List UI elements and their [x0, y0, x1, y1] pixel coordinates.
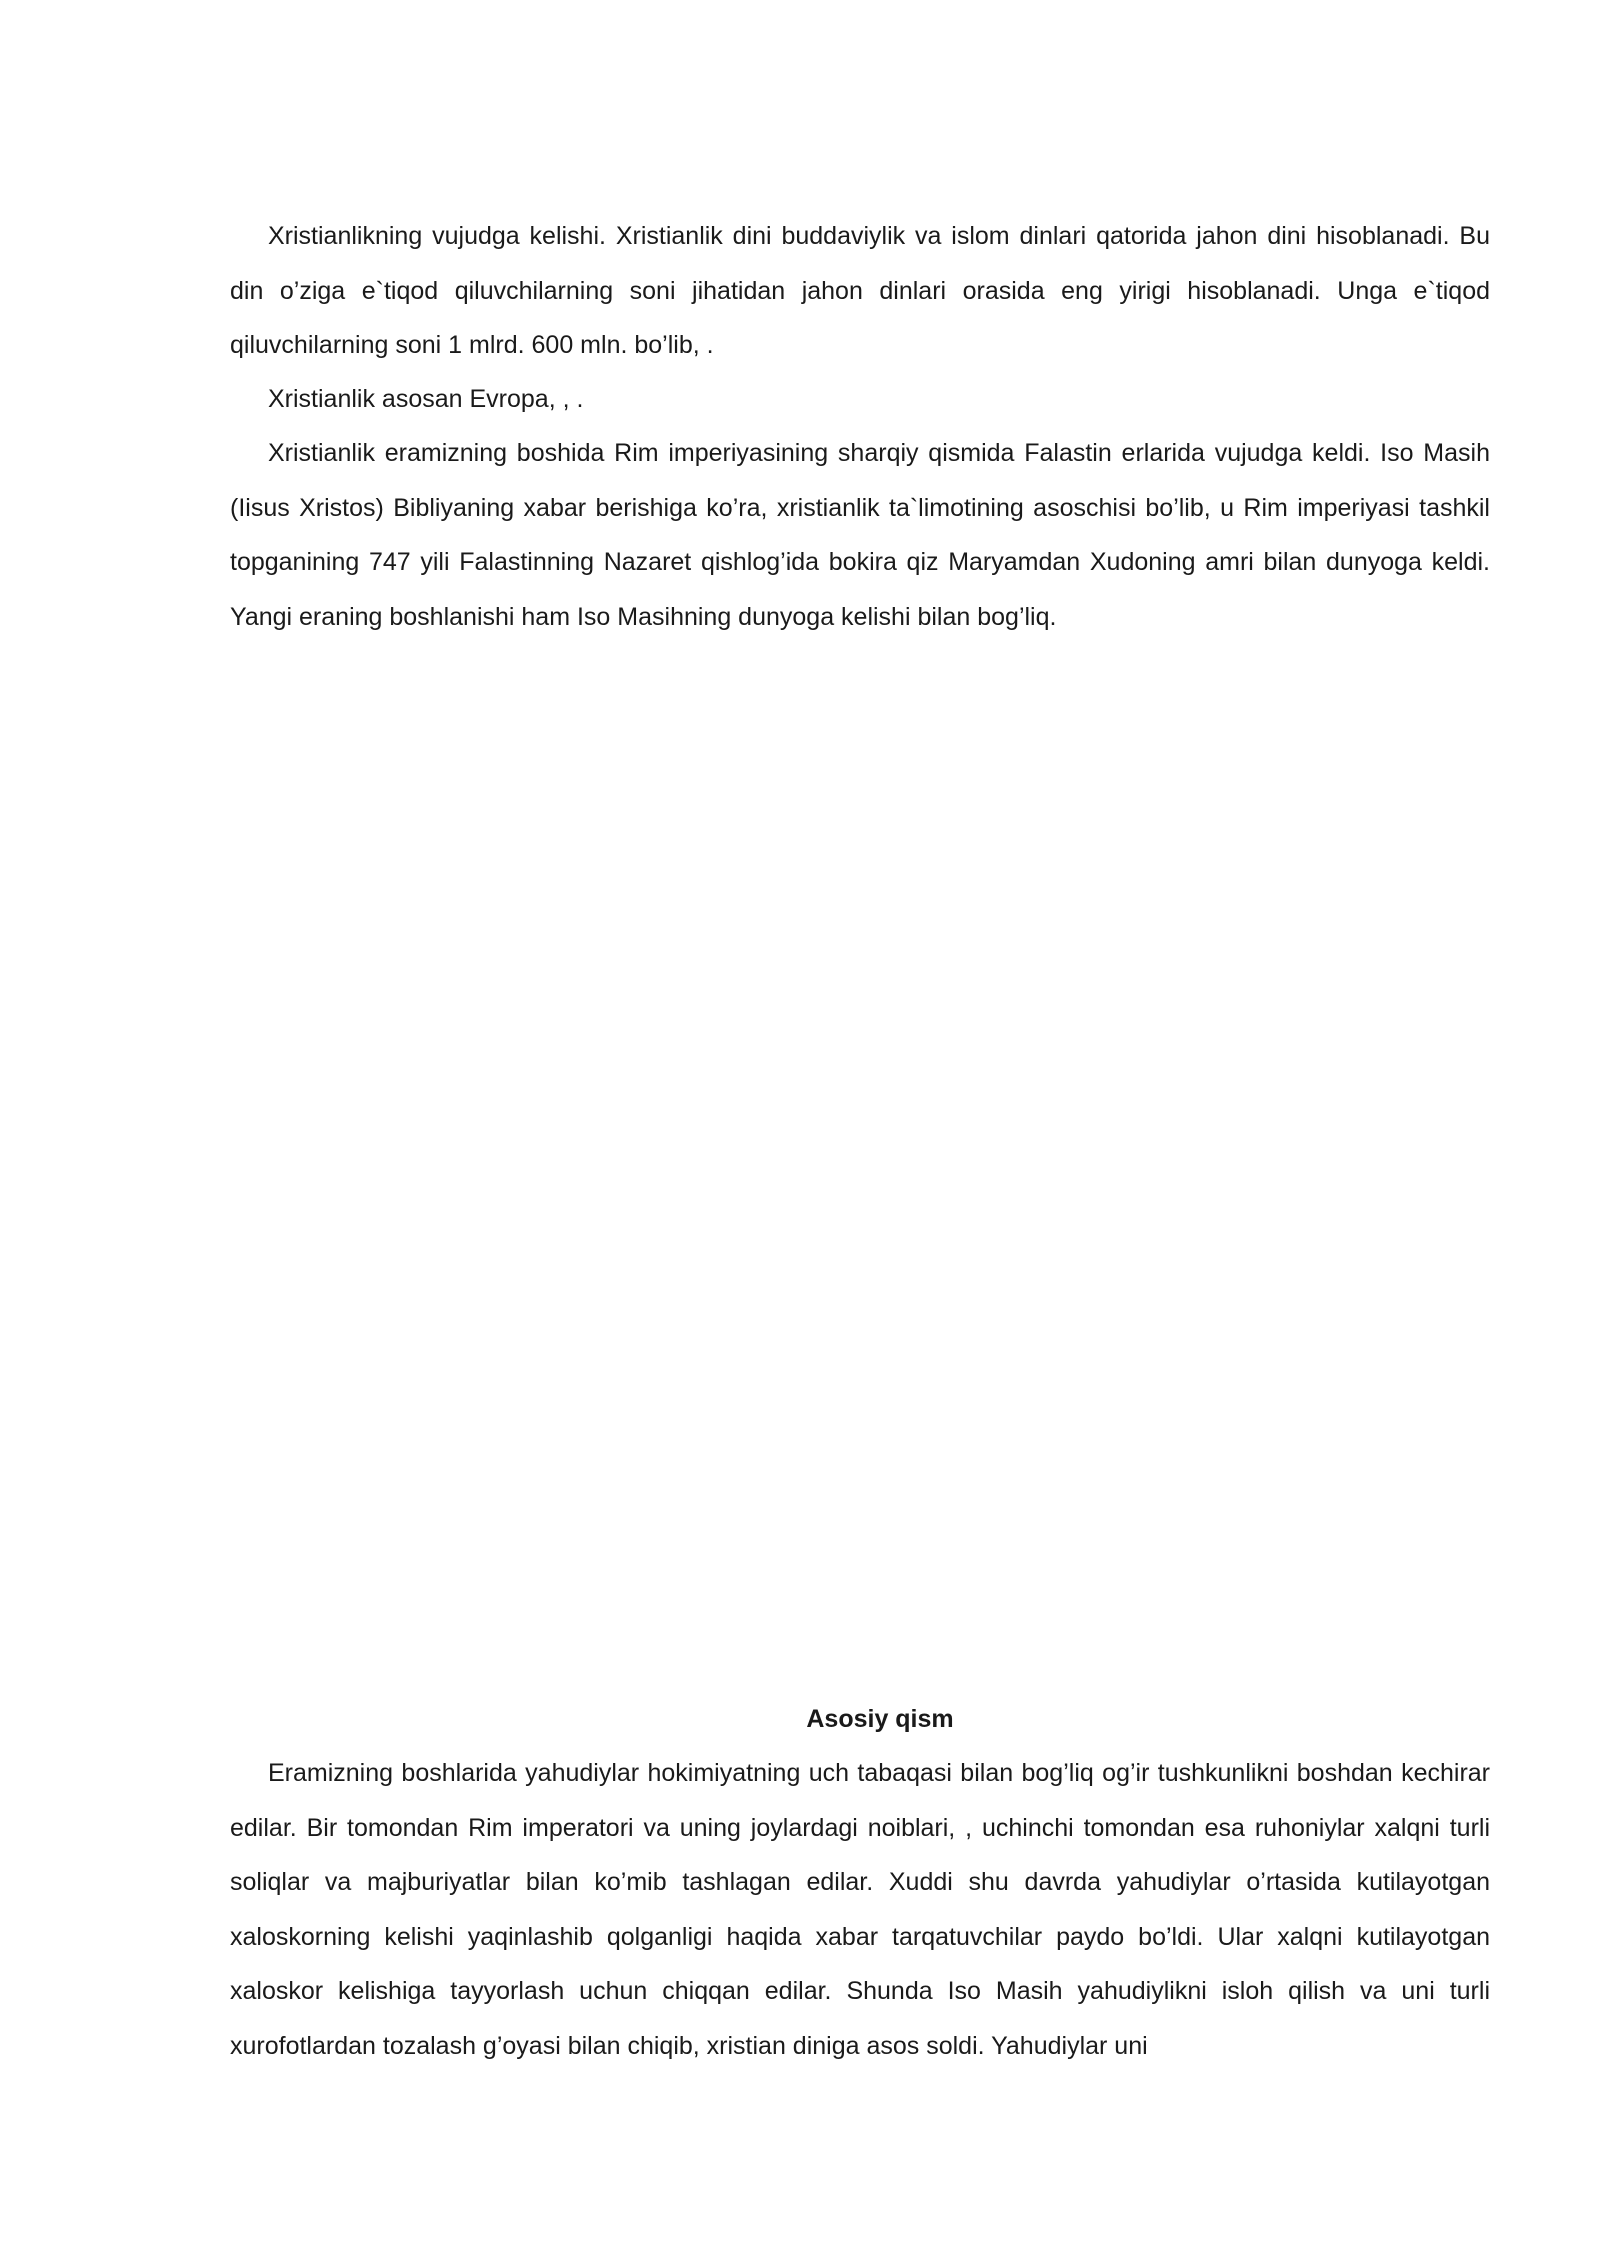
paragraph-geography: Xristianlik asosan Evropa, , . [268, 385, 584, 413]
paragraph-main: Eramizning boshlarida yahudiylar hokimiyatning uch tabaqasi bilan bog’liq og’ir tushkunlikni boshdan kechirar edilar. Bir tomondan Rim imperatori va uning joylardagi noiblari, , uchinchi tomondan esa ruhoniylar xalqni turli soliqlar va majburiyatlar bilan ko’mib tashlagan edilar. Xuddi shu davrda yahudiylar o’rtasida kutilayotgan xaloskorning kelishi yaqinlashib qolganligi haqida xabar tarqatuvchilar paydo bo’ldi. Ular xalqni kutilayotgan xaloskor kelishiga tayyorlash uchun chiqqan edilar. Shunda Iso Masih yahudiylikni isloh qilish va uni turli xurofotlardan tozalash g’oyasi bilan chiqib, xristian diniga asos soldi. Yahudiylar uni [230, 1759, 1490, 2060]
paragraph-origin: Xristianlik eramizning boshida Rim imperiyasining sharqiy qismida Falastin erlarida vujudga keldi. Iso Masih (Iisus Xristos) Bibliyaning xabar berishiga ko’ra, xristianlik ta`limotining asoschisi bo’lib, u Rim imperiyasi tashkil topganining 747 yili Falastinning Nazaret qishlog’ida bokira qiz Maryamdan Xudoning amri bilan dunyoga keldi. Yangi eraning boshlanishi ham Iso Masihning dunyoga kelishi bilan bog’liq. [230, 439, 1490, 631]
section-heading: Asosiy qism [806, 1705, 954, 1733]
paragraph-intro: Xristianlikning vujudga kelishi. Xristianlik dini buddaviylik va islom dinlari qatorida jahon dini hisoblanadi. Bu din o’ziga e`tiqod qiluvchilarning soni jihatidan jahon dinlari orasida eng yirigi hisoblanadi. Unga e`tiqod qiluvchilarning soni 1 mlrd. 600 mln. bo’lib, . [230, 222, 1490, 359]
